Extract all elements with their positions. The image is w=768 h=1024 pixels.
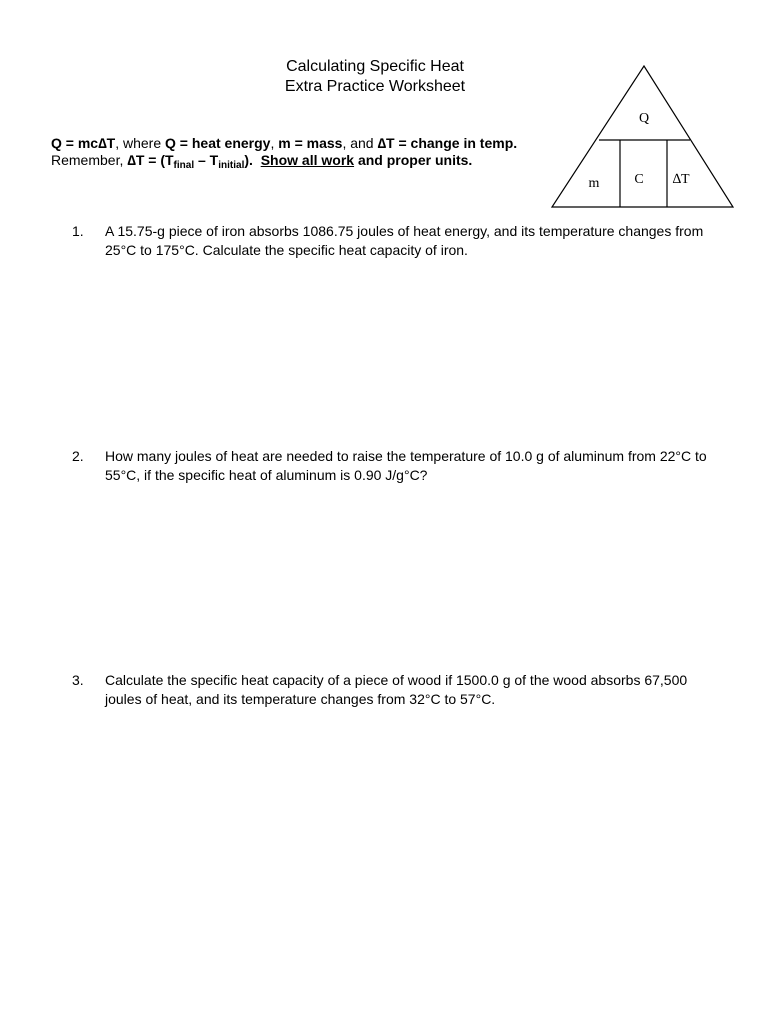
question-number: 2. <box>72 448 84 464</box>
dt-equation-dash: – T <box>194 152 219 168</box>
show-all-work-instruction: Show all work <box>260 152 355 168</box>
question-number: 3. <box>72 672 84 688</box>
formula-triangle-diagram <box>548 60 738 210</box>
reminder-prefix: Remember, <box>51 152 128 168</box>
question-text: A 15.75-g piece of iron absorbs 1086.75 joules of heat energy, and its temperature changes from 25°C to 175°C. Calculate the specific heat capacity of iron. <box>105 223 704 258</box>
initial-subscript: initial <box>218 160 245 171</box>
formula-equation: Q = mc∆T <box>51 135 116 151</box>
worksheet-title: Calculating Specific Heat <box>286 58 464 75</box>
formula-where: , where <box>115 135 166 151</box>
dt-equation-start: ∆T = (T <box>127 152 174 168</box>
formula-definition-line <box>51 134 517 152</box>
formula-q-definition: Q = heat energy <box>165 135 271 151</box>
proper-units-instruction: and proper units. <box>354 152 473 168</box>
question-number: 1. <box>72 223 84 239</box>
formula-reminder-line <box>51 151 472 172</box>
triangle-label-m: m <box>588 176 600 191</box>
formula-comma: , <box>270 135 279 151</box>
final-subscript: final <box>173 160 195 171</box>
question-text: Calculate the specific heat capacity of a piece of wood if 1500.0 g of the wood absorbs 67,500 joules of heat, and its temperature changes from 32°C to 57°C. <box>105 672 688 707</box>
question-text: How many joules of heat are needed to raise the temperature of 10.0 g of aluminum from 22°C to 55°C, if the specific heat of aluminum is 0.90 J/g°C? <box>105 448 707 483</box>
triangle-label-c: C <box>634 172 644 187</box>
triangle-label-q: Q <box>638 111 650 126</box>
worksheet-subtitle: Extra Practice Worksheet <box>284 78 466 95</box>
triangle-label-delta-t: ∆T <box>672 172 690 187</box>
formula-and: , and <box>342 135 378 151</box>
formula-dt-definition: ∆T = change in temp. <box>377 135 518 151</box>
formula-m-definition: m = mass <box>278 135 343 151</box>
dt-equation-close: ). <box>244 152 253 168</box>
